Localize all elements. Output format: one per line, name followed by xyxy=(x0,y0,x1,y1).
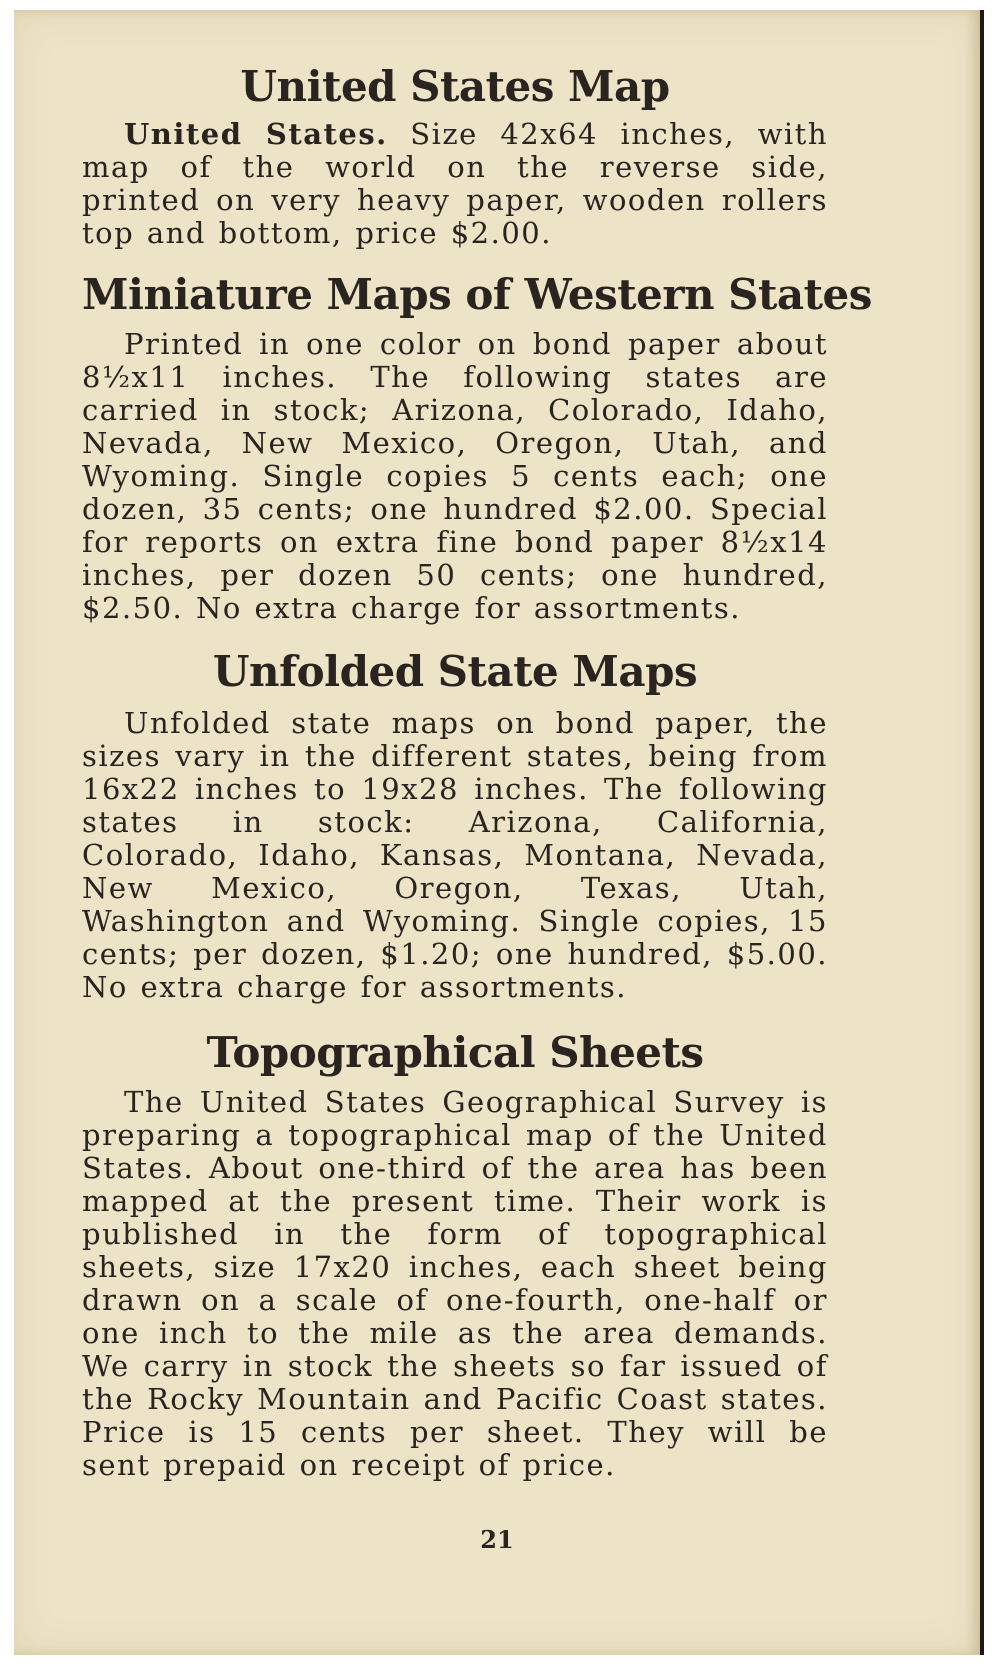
section-body: Unfolded state maps on bond paper, the sizes vary in the different states, being from 16x22 inches to 19x28 inches. The following states in stock: Arizona, California, Colorado, Idaho, Kansas, Montana, Nevada, New Mexico, Oregon, Texas, Utah, Washington and Wyoming. Single copies, 15 cents; per dozen, $1.20; one hundred, $5.00. No extra charge for assortments. xyxy=(82,706,828,1004)
book-page xyxy=(14,10,984,1655)
section-heading: Unfolded State Maps xyxy=(212,647,698,696)
body-text: Size 42x64 inches, with map of the world on the reverse side, printed on very heavy paper, wooden rollers top and bottom, price $2.00. xyxy=(82,117,828,250)
section-miniature-maps xyxy=(82,268,872,625)
section-heading: Topographical Sheets xyxy=(206,1028,704,1077)
section-united-states-map xyxy=(82,60,828,250)
page-number: 21 xyxy=(480,1525,514,1554)
page-content xyxy=(82,60,872,1482)
section-topographical-sheets xyxy=(82,1026,828,1482)
section-heading: Miniature Maps of Western States xyxy=(82,270,872,319)
section-body: The United States Geographical Survey is preparing a topographical map of the United States. About one-third of the area has been mapped at the present time. Their work is published in the form of topographical sheets, size 17x20 inches, each sheet being drawn on a scale of one-fourth, one-half or one inch to the mile as the area demands. We carry in stock the sheets so far issued of the Rocky Mountain and Pacific Coast states. Price is 15 cents per sheet. They will be sent prepaid on receipt of price. xyxy=(82,1085,828,1482)
section-heading: United States Map xyxy=(240,62,670,111)
section-unfolded-state-maps xyxy=(82,645,828,1004)
section-body xyxy=(82,118,828,250)
lead-text: United States. xyxy=(124,117,388,151)
section-body: Printed in one color on bond paper about 8½x11 inches. The following states are carried in stock; Arizona, Colorado, Idaho, Nevada, New Mexico, Oregon, Utah, and Wyoming. Single copies 5 cents each; one dozen, 35 cents; one hundred $2.00. Special for reports on extra fine bond paper 8½x14 inches, per dozen 50 cents; one hundred, $2.50. No extra charge for assortments. xyxy=(82,327,828,625)
